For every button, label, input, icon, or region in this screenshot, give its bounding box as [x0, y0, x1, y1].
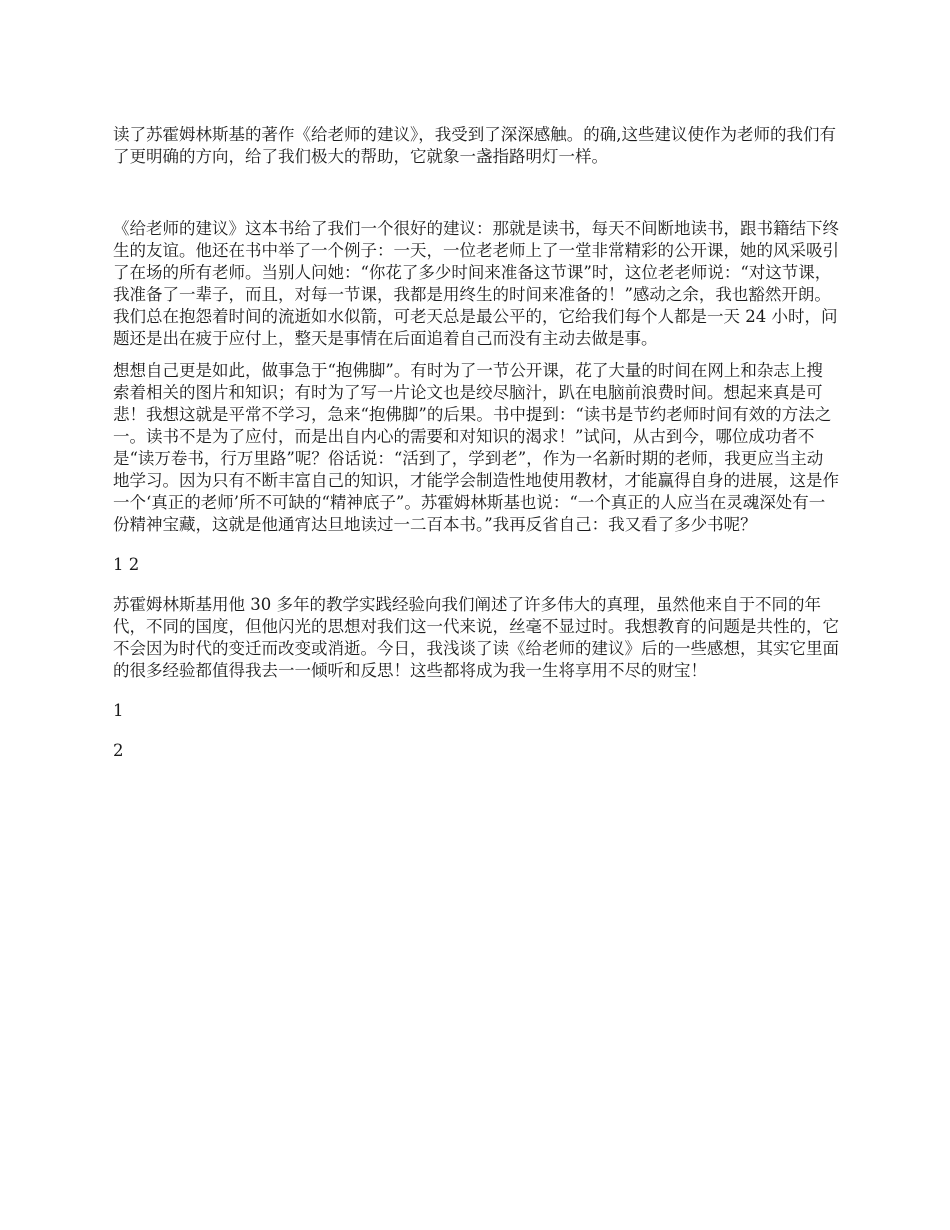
document-body	[113, 124, 839, 762]
paragraph-spacer	[113, 536, 839, 554]
page-number-1: 1	[113, 701, 124, 720]
paragraph-conclusion: 苏霍姆林斯基用他 30 多年的教学实践经验向我们阐述了许多伟大的真理，虽然他来自于不同的年代，不同的国度，但他闪光的思想对我们这一代来说，丝毫不显过时。我想教育的问题是共性的，它不会因为时代的变迁而改变或消逝。今日，我浅谈了读《给老师的建议》后的一些感想，其实它里面的很多经验都值得我去一一倾听和反思！这些都将成为我一生将享用不尽的财宝！	[113, 595, 839, 680]
page-number-line: 1 2	[113, 555, 140, 574]
paragraph-spacer	[113, 168, 839, 218]
paragraph-reading-advice: 《给老师的建议》这本书给了我们一个很好的建议：那就是读书，每天不间断地读书，跟书籍结下终生的友谊。他还在书中举了一个例子：一天，一位老老师上了一堂非常精彩的公开课，她的风采吸引了在场的所有老师。当别人问她：“你花了多少时间来准备这节课”时，这位老老师说：“对这节课，我准备了一辈子，而且，对每一节课，我都是用终生的时间来准备的！”感动之余，我也豁然开朗。我们总在抱怨着时间的流逝如水似箭，可老天总是最公平的，它给我们每个人都是一天 24 小时，问题还是出在疲于应付上，整天是事情在后面追着自己而没有主动去做是事。	[113, 219, 839, 348]
paragraph-spacer	[113, 576, 839, 594]
paragraph-spacer	[113, 350, 839, 360]
paragraph-spacer	[113, 722, 839, 740]
paragraph-spacer	[113, 682, 839, 700]
page-number-2: 2	[113, 741, 124, 760]
paragraph-reflection: 想想自己更是如此，做事急于“抱佛脚”。有时为了一节公开课，花了大量的时间在网上和杂志上搜索着相关的图片和知识；有时为了写一片论文也是绞尽脑汁，趴在电脑前浪费时间。想起来真是可悲！我想这就是平常不学习，急来“抱佛脚”的后果。书中提到：“读书是节约老师时间有效的方法之一。读书不是为了应付，而是出自内心的需要和对知识的渴求！”试问，从古到今，哪位成功者不是“读万卷书，行万里路”呢？俗话说：“活到了，学到老”，作为一名新时期的老师，我更应当主动地学习。因为只有不断丰富自己的知识，才能学会制造性地使用教材，才能赢得自身的进展，这是作一个‘真正的老师’所不可缺的“精神底子”。苏霍姆林斯基也说：“一个真正的人应当在灵魂深处有一份精神宝藏，这就是他通宵达旦地读过一二百本书。”我再反省自己：我又看了多少书呢？	[113, 361, 839, 534]
paragraph-intro: 读了苏霍姆林斯基的著作《给老师的建议》，我受到了深深感触。的确,这些建议使作为老师的我们有了更明确的方向，给了我们极大的帮助，它就象一盏指路明灯一样。	[113, 125, 836, 166]
